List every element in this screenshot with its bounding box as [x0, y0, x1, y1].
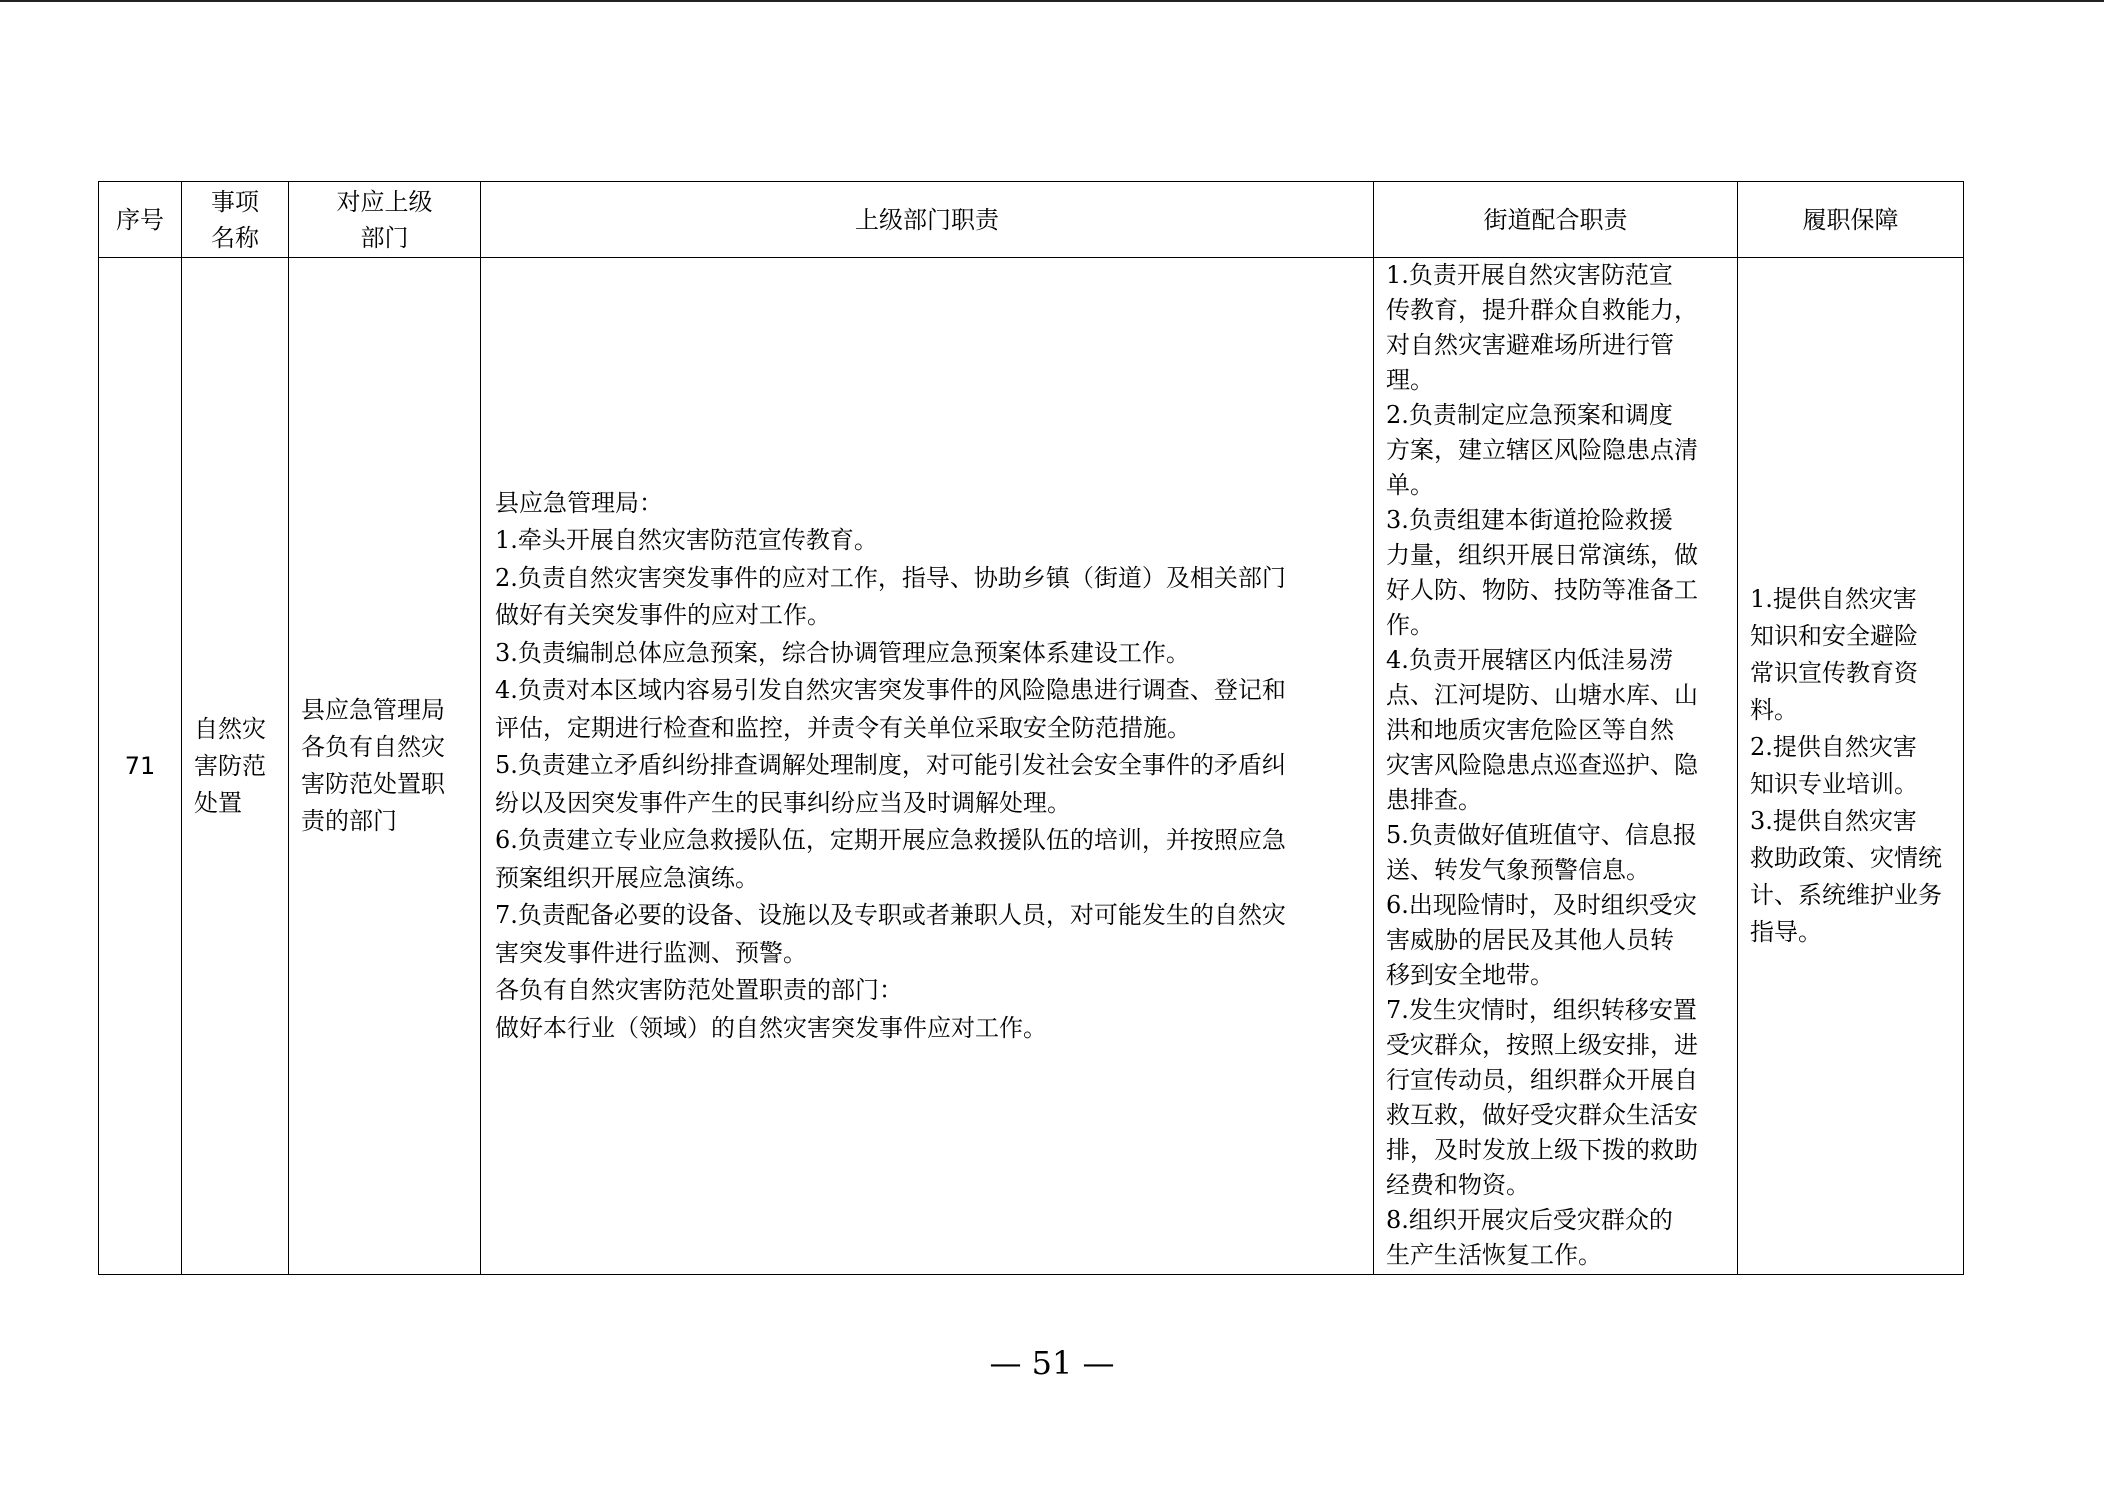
- header-seq: 序号: [99, 182, 182, 258]
- upper-duty-line: 县应急管理局：: [495, 488, 663, 517]
- street-duty-line: 2.负责制定应急预案和调度: [1386, 401, 1673, 429]
- header-name: [182, 182, 289, 258]
- street-duty-line: 患排查。: [1386, 786, 1482, 814]
- street-duty-line: 理。: [1386, 366, 1434, 394]
- street-duty-line: 8.组织开展灾后受灾群众的: [1386, 1206, 1673, 1234]
- street-duty-line: 好人防、物防、技防等准备工: [1386, 576, 1698, 604]
- street-duty-line: 7.发生灾情时，组织转移安置: [1386, 996, 1697, 1024]
- street-duty-line: 传教育，提升群众自救能力，: [1386, 296, 1698, 324]
- guarantee-line: 3.提供自然灾害: [1750, 807, 1917, 835]
- upper-duty-line: 评估，定期进行检查和监控，并责令有关单位采取安全防范措施。: [495, 713, 1191, 742]
- street-duty-line: 力量，组织开展日常演练，做: [1386, 541, 1698, 569]
- upper-duty-line: 7.负责配备必要的设备、设施以及专职或者兼职人员，对可能发生的自然灾: [495, 901, 1286, 930]
- guarantee-line: 料。: [1750, 696, 1798, 724]
- street-duty-line: 送、转发气象预警信息。: [1386, 856, 1650, 884]
- upper-duty-line: 1.牵头开展自然灾害防范宣传教育。: [495, 526, 878, 555]
- street-duty-line: 行宣传动员，组织群众开展自: [1386, 1066, 1698, 1094]
- header-dept-line: 部门: [360, 223, 409, 252]
- street-duty-line: 作。: [1386, 611, 1434, 639]
- row-department: [289, 258, 481, 1275]
- street-duty-line: 对自然灾害避难场所进行管: [1386, 331, 1674, 359]
- guarantee-line: 救助政策、灾情统: [1750, 844, 1942, 872]
- item-name-line: 自然灾: [194, 714, 266, 743]
- header-name-line: 事项: [211, 187, 259, 216]
- upper-duty-line: 做好有关突发事件的应对工作。: [495, 601, 831, 630]
- street-duty-line: 点、江河堤防、山塘水库、山: [1386, 681, 1698, 709]
- guarantee-line: 2.提供自然灾害: [1750, 733, 1917, 761]
- department-line: 各负有自然灾: [301, 733, 445, 761]
- street-duty-line: 经费和物资。: [1386, 1171, 1530, 1199]
- street-duty-line: 移到安全地带。: [1386, 961, 1554, 989]
- upper-duty-line: 纷以及因突发事件产生的民事纠纷应当及时调解处理。: [495, 788, 1071, 817]
- street-duty-line: 4.负责开展辖区内低洼易涝: [1386, 646, 1673, 674]
- street-duty-line: 生产生活恢复工作。: [1386, 1241, 1602, 1269]
- guarantee-line: 知识专业培训。: [1750, 770, 1918, 798]
- header-dept-line: 对应上级: [336, 187, 433, 216]
- street-duty-line: 单。: [1386, 471, 1434, 499]
- department-line: 害防范处置职: [301, 770, 445, 798]
- page-number: — 51 —: [989, 1344, 1115, 1382]
- department-line: 责的部门: [301, 807, 397, 835]
- street-duty-line: 救互救，做好受灾群众生活安: [1386, 1101, 1698, 1129]
- street-duty-line: 3.负责组建本街道抢险救援: [1386, 506, 1673, 534]
- row-guarantee: [1738, 258, 1964, 1275]
- row-street-duties: [1374, 258, 1738, 1275]
- upper-duty-line: 2.负责自然灾害突发事件的应对工作，指导、协助乡镇（街道）及相关部门: [495, 563, 1286, 592]
- street-duty-line: 受灾群众，按照上级安排，进: [1386, 1031, 1698, 1059]
- duty-table: [98, 181, 1964, 1275]
- upper-duty-line: 6.负责建立专业应急救援队伍，定期开展应急救援队伍的培训，并按照应急: [495, 826, 1286, 855]
- header-guarantee: 履职保障: [1738, 182, 1964, 258]
- street-duty-line: 洪和地质灾害危险区等自然: [1386, 716, 1674, 744]
- guarantee-line: 指导。: [1750, 918, 1822, 946]
- guarantee-line: 计、系统维护业务: [1750, 881, 1942, 909]
- street-duty-line: 害威胁的居民及其他人员转: [1386, 926, 1674, 954]
- table-row: [99, 258, 1964, 1275]
- upper-duty-line: 害突发事件进行监测、预警。: [495, 938, 807, 967]
- upper-duty-line: 预案组织开展应急演练。: [495, 863, 759, 892]
- upper-duty-line: 3.负责编制总体应急预案，综合协调管理应急预案体系建设工作。: [495, 638, 1190, 667]
- header-upper-duties: 上级部门职责: [481, 182, 1374, 258]
- header-street-duties: 街道配合职责: [1374, 182, 1738, 258]
- street-duty-line: 方案，建立辖区风险隐患点清: [1386, 436, 1698, 464]
- street-duty-line: 排，及时发放上级下拨的救助: [1386, 1136, 1698, 1164]
- row-upper-duties: [481, 258, 1374, 1275]
- street-duty-line: 5.负责做好值班值守、信息报: [1386, 821, 1697, 849]
- item-name-line: 害防范: [194, 751, 266, 780]
- guarantee-line: 常识宣传教育资: [1750, 659, 1918, 687]
- item-name-line: 处置: [194, 788, 242, 817]
- table-header-row: [99, 182, 1964, 258]
- upper-duty-line: 做好本行业（领域）的自然灾害突发事件应对工作。: [495, 1013, 1047, 1042]
- guarantee-line: 知识和安全避险: [1750, 622, 1918, 650]
- street-duty-line: 1.负责开展自然灾害防范宣: [1386, 261, 1673, 289]
- top-border-line: [0, 0, 2104, 2]
- street-duty-line: 6.出现险情时，及时组织受灾: [1386, 891, 1697, 919]
- guarantee-line: 1.提供自然灾害: [1750, 585, 1917, 613]
- header-dept: [289, 182, 481, 258]
- street-duty-line: 灾害风险隐患点巡查巡护、隐: [1386, 751, 1698, 779]
- header-name-line: 名称: [211, 223, 259, 252]
- row-item-name: [182, 258, 289, 1275]
- row-seq: 71: [99, 258, 182, 1275]
- upper-duty-line: 各负有自然灾害防范处置职责的部门：: [495, 976, 903, 1005]
- upper-duty-line: 4.负责对本区域内容易引发自然灾害突发事件的风险隐患进行调查、登记和: [495, 676, 1286, 705]
- upper-duty-line: 5.负责建立矛盾纠纷排查调解处理制度，对可能引发社会安全事件的矛盾纠: [495, 751, 1286, 780]
- department-line: 县应急管理局: [301, 696, 445, 724]
